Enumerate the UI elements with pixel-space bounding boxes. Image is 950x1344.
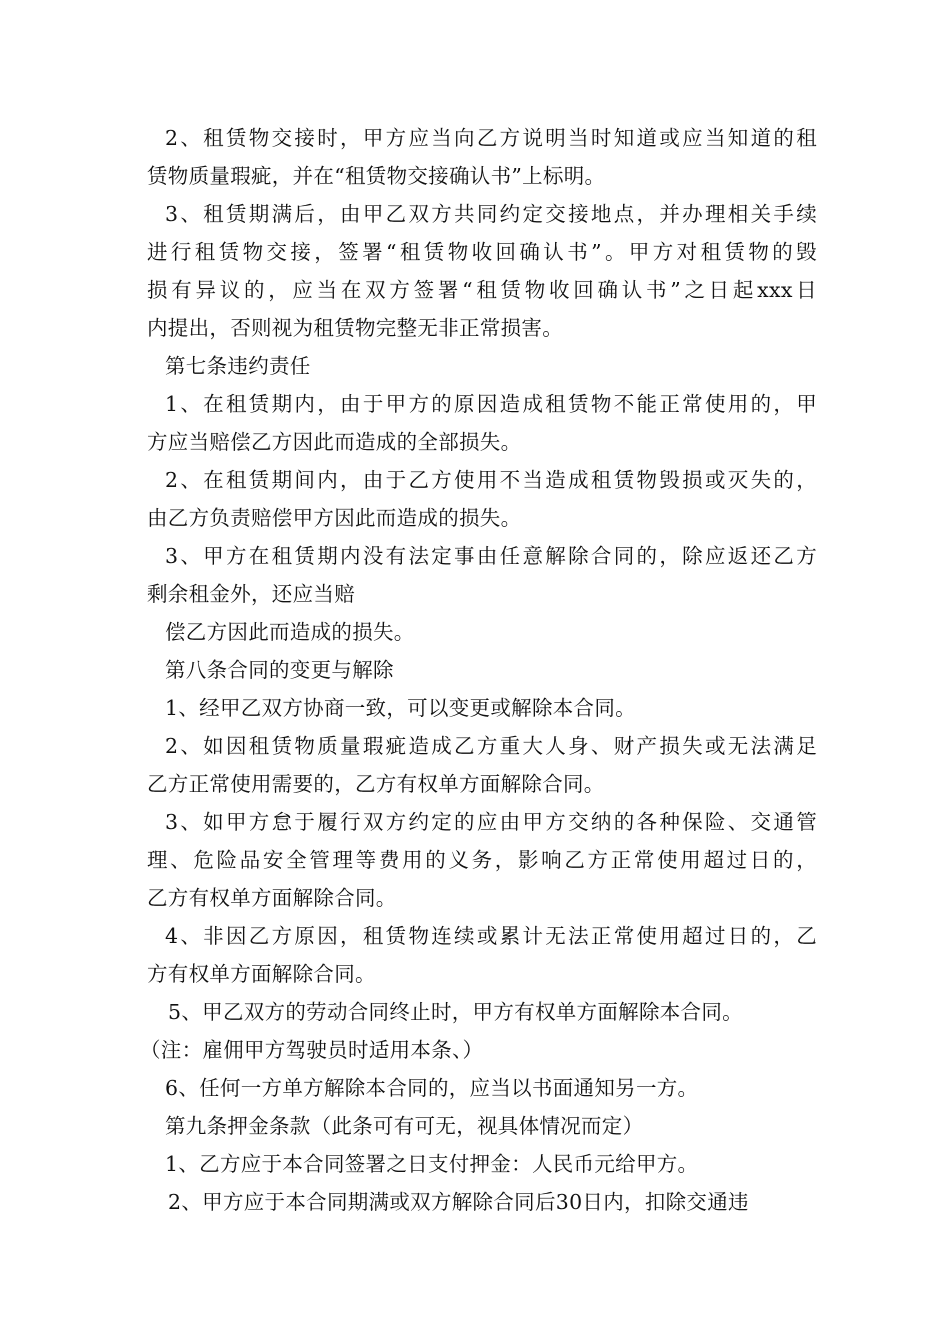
section-heading: 第八条合同的变更与解除 xyxy=(165,658,394,682)
paragraph-line: 方有权单方面解除合同。 xyxy=(147,962,376,986)
paragraph-line: 进行租赁物交接，签署“租赁物收回确认书”。甲方对租赁物的毁 xyxy=(147,240,817,264)
paragraph-line: 理、危险品安全管理等费用的义务，影响乙方正常使用超过日的， xyxy=(147,848,817,872)
paragraph-line: 2、租赁物交接时，甲方应当向乙方说明当时知道或应当知道的租 xyxy=(165,126,817,150)
paragraph-line: 3、租赁期满后，由甲乙双方共同约定交接地点，并办理相关手续 xyxy=(165,202,817,226)
paragraph-line: 乙方有权单方面解除合同。 xyxy=(147,886,397,910)
paragraph-line: 4、非因乙方原因，租赁物连续或累计无法正常使用超过日的，乙 xyxy=(165,924,817,948)
paragraph-line: 1、经甲乙双方协商一致，可以变更或解除本合同。 xyxy=(165,696,636,720)
section-heading: 第七条违约责任 xyxy=(165,354,311,378)
paragraph-line: 损有异议的，应当在双方签署“租赁物收回确认书”之日起xxx日 xyxy=(147,278,817,302)
note-line: （注：雇佣甲方驾驶员时适用本条、） xyxy=(140,1038,484,1062)
paragraph-line: 3、如甲方怠于履行双方约定的应由甲方交纳的各种保险、交通管 xyxy=(165,810,817,834)
paragraph-line: 1、在租赁期内，由于甲方的原因造成租赁物不能正常使用的，甲 xyxy=(165,392,817,416)
paragraph-line: 内提出，否则视为租赁物完整无非正常损害。 xyxy=(147,316,563,340)
paragraph-line: 由乙方负责赔偿甲方因此而造成的损失。 xyxy=(147,506,522,530)
paragraph-line: 方应当赔偿乙方因此而造成的全部损失。 xyxy=(147,430,522,454)
paragraph-line: 剩余租金外，还应当赔 xyxy=(147,582,355,606)
paragraph-line: 乙方正常使用需要的，乙方有权单方面解除合同。 xyxy=(147,772,605,796)
paragraph-line: 2、在租赁期间内，由于乙方使用不当造成租赁物毁损或灭失的， xyxy=(165,468,817,492)
paragraph-line: 3、甲方在租赁期内没有法定事由任意解除合同的，除应返还乙方 xyxy=(165,544,817,568)
paragraph-line: 1、乙方应于本合同签署之日支付押金：人民币元给甲方。 xyxy=(165,1152,699,1176)
paragraph-line: 2、甲方应于本合同期满或双方解除合同后30日内，扣除交通违 xyxy=(168,1190,749,1214)
paragraph-line: 6、任何一方单方解除本合同的，应当以书面通知另一方。 xyxy=(165,1076,699,1100)
paragraph-line: 5、甲乙双方的劳动合同终止时，甲方有权单方面解除本合同。 xyxy=(168,1000,743,1024)
section-heading: 第九条押金条款（此条可有可无，视具体情况而定） xyxy=(165,1114,644,1138)
paragraph-line: 2、如因租赁物质量瑕疵造成乙方重大人身、财产损失或无法满足 xyxy=(165,734,817,758)
paragraph-line: 赁物质量瑕疵，并在“租赁物交接确认书”上标明。 xyxy=(147,164,606,188)
paragraph-line: 偿乙方因此而造成的损失。 xyxy=(165,620,415,644)
